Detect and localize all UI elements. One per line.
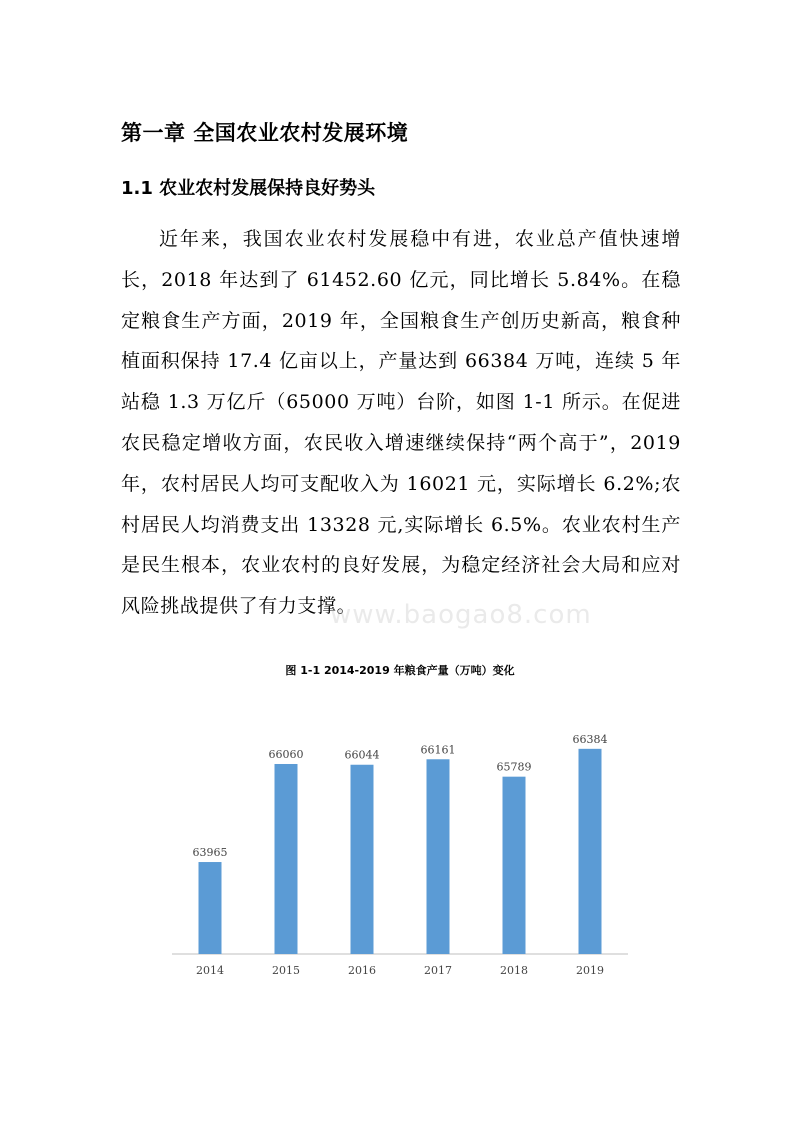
x-tick-label-2015: 2015 [272,964,300,977]
data-label-2018: 65789 [496,760,532,774]
x-tick-label-2014: 2014 [196,964,224,977]
data-label-2015: 66060 [268,747,304,761]
bar-2019 [579,749,602,954]
x-tick-label-2018: 2018 [500,964,528,977]
bar-chart [0,680,800,1000]
x-tick-label-2019: 2019 [576,964,604,977]
bar-2018 [503,777,526,954]
section-title: 1.1 农业农村发展保持良好势头 [121,178,376,199]
bar-2017 [427,759,450,954]
chapter-title: 第一章 全国农业农村发展环境 [121,121,409,145]
body-paragraph: 近年来，我国农业农村发展稳中有进，农业总产值快速增长，2018 年达到了 61452.60 亿元，同比增长 5.84%。在稳定粮食生产方面，2019 年，全国粮食生产创历史新高，粮食种植面积保持 17.4 亿亩以上，产量达到 66384 万吨，连续 5 年站稳 1.3 万亿斤（65000 万吨）台阶，如图 1-1 所示。在促进农民稳定增收方面，农民收入增速继续保持“两个高于”，2019 年，农村居民人均可支配收入为 16021 元，实际增长 6.2%;农村居民人均消费支出 13328 元,实际增长 6.5%。农业农村生产是民生根本，农业农村的良好发展，为稳定经济社会大局和应对风险挑战提供了有力支撑。 [121,228,681,618]
data-label-2017: 66161 [420,743,456,757]
x-tick-label-2016: 2016 [348,964,376,977]
bar-2014 [199,862,222,954]
bar-2015 [275,764,298,954]
data-label-2019: 66384 [572,732,608,746]
x-tick-label-2017: 2017 [424,964,452,977]
data-label-2014: 63965 [192,846,228,860]
figure-caption: 图 1-1 2014-2019 年粮食产量（万吨）变化 [285,664,515,677]
data-label-2016: 66044 [344,748,380,762]
bar-2016 [351,765,374,954]
watermark: www.baogao8.com [330,600,592,630]
